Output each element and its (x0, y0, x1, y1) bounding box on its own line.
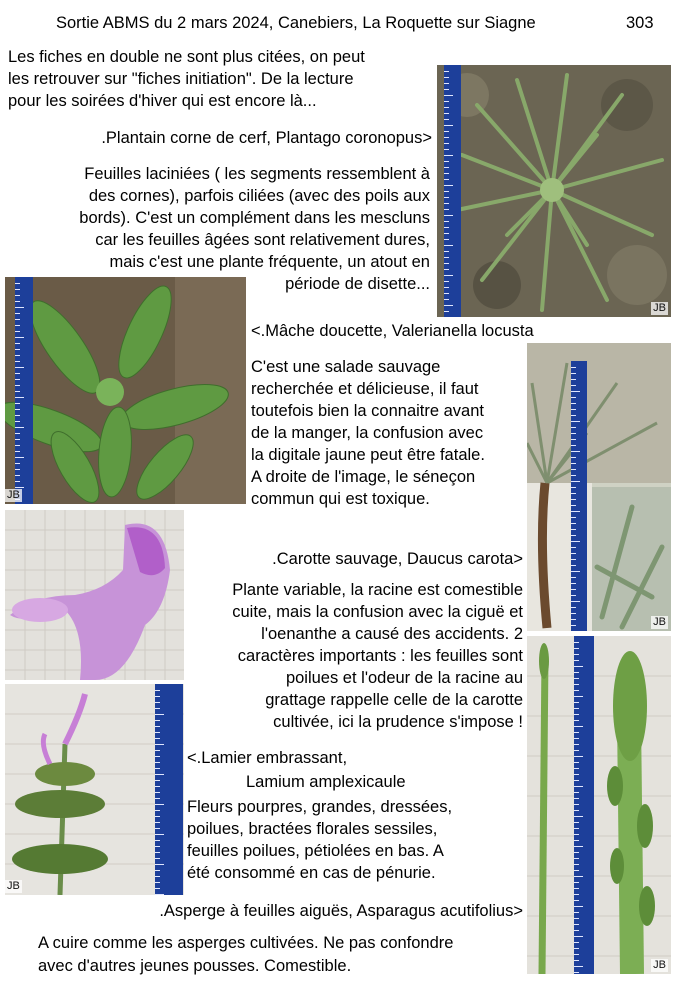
ruler-tick (571, 565, 576, 566)
ruler-tick (574, 648, 579, 649)
plantain-line: période de disette... (285, 275, 430, 293)
ruler-tick (574, 690, 579, 691)
ruler-tick (15, 361, 20, 362)
ruler-tick (571, 601, 580, 602)
ruler-tick (571, 589, 576, 590)
ruler-tick (15, 283, 20, 284)
ruler-tick (571, 367, 576, 368)
asperge-line: avec d'autres jeunes pousses. Comestible. (38, 957, 352, 975)
photo-credit: JB (653, 959, 666, 971)
ruler-tick (571, 517, 576, 518)
ruler-tick (574, 726, 583, 727)
ruler-tick (574, 870, 579, 871)
ruler-tick (574, 948, 579, 949)
ruler-tick (15, 343, 20, 344)
ruler-tick (444, 215, 453, 216)
ruler-tick (155, 732, 160, 733)
ruler-tick (15, 481, 20, 482)
ruler-tick (571, 373, 576, 374)
ruler-tick (15, 415, 20, 416)
ruler-tick (574, 924, 579, 925)
ruler-tick (15, 379, 20, 380)
ruler-tick (444, 137, 449, 138)
mache-heading: <.Mâche doucette, Valerianella locusta (251, 322, 534, 340)
plantain-line: Feuilles laciniées ( les segments ressemblent à (84, 165, 430, 183)
plantain-line: car les feuilles âgées sont relativement dures, (95, 231, 430, 249)
asperge-photo (527, 636, 671, 974)
asperge-line: A cuire comme les asperges cultivées. Ne pas confondre (38, 934, 454, 952)
ruler-tick (571, 481, 580, 482)
ruler-tick (571, 535, 576, 536)
ruler-tick (574, 774, 579, 775)
ruler-tick (155, 768, 160, 769)
ruler-tick (574, 942, 579, 943)
carotte-line: grattage rappelle celle de la carotte (265, 691, 523, 709)
ruler-tick (574, 822, 579, 823)
ruler-tick (574, 852, 579, 853)
ruler-tick (444, 263, 449, 264)
ruler-tick (571, 583, 576, 584)
ruler-tick (155, 738, 160, 739)
ruler-tick (571, 409, 576, 410)
mache-line: recherchée et délicieuse, il faut (251, 380, 479, 398)
ruler-tick (15, 349, 20, 350)
ruler-tick (155, 714, 164, 715)
ruler-tick (444, 95, 453, 96)
ruler-tick (574, 876, 583, 877)
ruler-tick (15, 451, 20, 452)
ruler-tick (571, 463, 576, 464)
ruler-tick (571, 421, 580, 422)
ruler-tick (571, 427, 576, 428)
lamier-line: été consommé en cas de pénurie. (187, 864, 436, 882)
ruler-tick (571, 469, 576, 470)
ruler-tick (155, 720, 160, 721)
intro-line: les retrouver sur "fiches initiation". De la lecture (8, 70, 354, 88)
plantain-photo (437, 65, 671, 317)
ruler-tick (444, 143, 449, 144)
ruler-tick (155, 780, 160, 781)
plantain-heading: .Plantain corne de cerf, Plantago coronopus> (101, 129, 432, 147)
ruler-tick (444, 245, 453, 246)
ruler-tick (15, 397, 24, 398)
ruler-tick (444, 149, 449, 150)
ruler-tick (444, 113, 449, 114)
ruler-tick (444, 299, 449, 300)
photo-credit: JB (653, 616, 666, 628)
ruler-tick (444, 71, 449, 72)
lamier-plant-photo (5, 684, 184, 895)
ruler-tick (571, 613, 576, 614)
ruler-tick (444, 179, 449, 180)
ruler-tick (574, 864, 579, 865)
senecon-photo (592, 487, 671, 631)
ruler-tick (574, 702, 579, 703)
ruler-tick (155, 756, 160, 757)
ruler-tick (155, 882, 160, 883)
ruler-tick (574, 828, 579, 829)
ruler-tick (15, 427, 24, 428)
lamier-heading-2: Lamium amplexicaule (246, 773, 406, 791)
ruler-tick (155, 894, 164, 895)
ruler-tick (574, 954, 579, 955)
mache-photo (5, 277, 246, 504)
ruler-tick (15, 331, 20, 332)
carotte-heading: .Carotte sauvage, Daucus carota> (272, 550, 523, 568)
ruler-tick (155, 888, 160, 889)
ruler-tick (574, 882, 579, 883)
asperge-heading: .Asperge à feuilles aiguës, Asparagus acutifolius> (159, 902, 523, 920)
ruler-tick (155, 864, 164, 865)
ruler-tick (155, 876, 160, 877)
ruler-tick (571, 571, 580, 572)
ruler-tick (155, 690, 160, 691)
plantain-line: bords). C'est un complément dans les mescluns (79, 209, 430, 227)
ruler-tick (574, 642, 579, 643)
ruler-tick (444, 167, 449, 168)
ruler-tick (155, 852, 160, 853)
ruler-tick (574, 684, 579, 685)
ruler-tick (155, 816, 160, 817)
ruler-tick (444, 89, 449, 90)
ruler-tick (155, 804, 164, 805)
ruler-tick (15, 457, 24, 458)
ruler-tick (571, 391, 580, 392)
ruler-tick (444, 293, 449, 294)
mache-line: A droite de l'image, le séneçon (251, 468, 476, 486)
ruler-tick (574, 972, 579, 973)
ruler-tick (574, 960, 579, 961)
ruler-tick (571, 619, 576, 620)
ruler-tick (444, 269, 449, 270)
ruler-tick (444, 257, 449, 258)
ruler-tick (571, 511, 580, 512)
ruler-tick (571, 625, 576, 626)
ruler-tick (155, 858, 160, 859)
page-title: Sortie ABMS du 2 mars 2024, Canebiers, La Roquette sur Siagne (56, 14, 536, 32)
lamier-line: Fleurs pourpres, grandes, dressées, (187, 798, 453, 816)
mache-line: C'est une salade sauvage (251, 358, 441, 376)
ruler-tick (15, 445, 20, 446)
ruler-tick (444, 239, 449, 240)
ruler-tick (15, 355, 20, 356)
carotte-line: caractères importants : les feuilles sont (237, 647, 523, 665)
ruler-tick (444, 221, 449, 222)
ruler-tick (574, 732, 579, 733)
ruler-tick (444, 311, 449, 312)
carotte-line: Plante variable, la racine est comestible (232, 581, 523, 599)
plantain-line: mais c'est une plante fréquente, un atout en (109, 253, 430, 271)
ruler-tick (574, 912, 579, 913)
ruler-tick (571, 547, 576, 548)
lamier-line: poilues, bractées florales sessiles, (187, 820, 438, 838)
ruler-tick (571, 451, 580, 452)
page-number: 303 (626, 14, 654, 32)
ruler-tick (571, 403, 576, 404)
ruler-tick (444, 161, 449, 162)
ruler-tick (155, 750, 160, 751)
ruler-tick (574, 900, 579, 901)
ruler-tick (571, 499, 576, 500)
ruler-tick (155, 726, 160, 727)
carotte-line: cultivée, ici la prudence s'impose ! (273, 713, 523, 731)
ruler-tick (574, 888, 579, 889)
ruler-tick (444, 119, 449, 120)
ruler-tick (15, 475, 20, 476)
ruler-tick (574, 936, 583, 937)
ruler-tick (15, 463, 20, 464)
ruler-tick (155, 786, 160, 787)
ruler-tick (574, 762, 579, 763)
ruler-tick (444, 287, 449, 288)
ruler-tick (444, 107, 449, 108)
carotte-line: l'oenanthe a causé des accidents. 2 (261, 625, 523, 643)
ruler-tick (15, 421, 20, 422)
ruler-tick (444, 251, 449, 252)
ruler-tick (444, 191, 449, 192)
ruler-tick (574, 672, 579, 673)
carotte-line: cuite, mais la confusion avec la ciguë et (232, 603, 523, 621)
mache-line: de la manger, la confusion avec (251, 424, 484, 442)
ruler-tick (574, 708, 579, 709)
ruler-tick (155, 834, 164, 835)
ruler-tick (155, 828, 160, 829)
ruler-tick (574, 918, 579, 919)
ruler-tick (15, 319, 20, 320)
ruler-tick (574, 780, 579, 781)
ruler-tick (15, 313, 20, 314)
ruler-tick (574, 846, 583, 847)
ruler-tick (571, 493, 576, 494)
ruler-tick (155, 798, 160, 799)
ruler-tick (155, 840, 160, 841)
ruler-tick (574, 666, 583, 667)
ruler-tick (571, 439, 576, 440)
ruler-tick (155, 702, 160, 703)
ruler-tick (444, 185, 453, 186)
lamier-flower-photo (5, 510, 184, 680)
ruler-tick (574, 654, 579, 655)
intro-line: Les fiches en double ne sont plus citées, on peut (8, 48, 365, 66)
ruler-tick (574, 810, 579, 811)
mache-line: toutefois bien la connaitre avant (251, 402, 484, 420)
ruler-tick (574, 738, 579, 739)
ruler-tick (574, 966, 583, 967)
ruler-tick (155, 870, 160, 871)
ruler-tick (571, 487, 576, 488)
ruler-tick (155, 822, 160, 823)
ruler-tick (571, 595, 576, 596)
ruler-tick (155, 792, 160, 793)
ruler-tick (155, 708, 160, 709)
ruler (15, 277, 33, 504)
ruler-tick (155, 810, 160, 811)
mache-line: la digitale jaune peut être fatale. (251, 446, 485, 464)
ruler-tick (15, 487, 24, 488)
ruler-tick (574, 756, 583, 757)
ruler-tick (574, 720, 579, 721)
ruler-tick (444, 305, 453, 306)
ruler-tick (571, 529, 576, 530)
ruler-tick (15, 337, 24, 338)
ruler-tick (574, 930, 579, 931)
mache-line: commun qui est toxique. (251, 490, 430, 508)
carotte-line: poilues et l'odeur de la racine au (285, 669, 523, 687)
ruler-tick (15, 391, 20, 392)
ruler-tick (15, 385, 20, 386)
ruler-tick (444, 233, 449, 234)
ruler-tick (155, 744, 164, 745)
lamier-heading-1: <.Lamier embrassant, (187, 749, 348, 767)
ruler-tick (574, 840, 579, 841)
ruler-tick (571, 445, 576, 446)
ruler-tick (15, 307, 24, 308)
ruler-tick (155, 846, 160, 847)
ruler-tick (574, 792, 579, 793)
ruler-tick (571, 475, 576, 476)
photo-credit: JB (653, 302, 666, 314)
ruler-tick (444, 227, 449, 228)
ruler-tick (574, 816, 583, 817)
plantain-line: des cornes), parfois ciliées (avec des poils aux (88, 187, 430, 205)
ruler-tick (444, 275, 453, 276)
ruler-tick (574, 750, 579, 751)
ruler-tick (444, 281, 449, 282)
ruler-tick (571, 433, 576, 434)
ruler-tick (15, 469, 20, 470)
ruler-tick (574, 894, 579, 895)
ruler-tick (571, 379, 576, 380)
ruler-tick (571, 559, 576, 560)
ruler-tick (571, 397, 576, 398)
intro-line: pour les soirées d'hiver qui est encore là... (8, 92, 317, 110)
ruler-tick (444, 125, 453, 126)
ruler-tick (444, 131, 449, 132)
ruler-tick (15, 433, 20, 434)
ruler-tick (15, 301, 20, 302)
ruler (574, 636, 594, 974)
ruler-tick (15, 403, 20, 404)
ruler-tick (574, 714, 579, 715)
ruler-tick (574, 660, 579, 661)
ruler-tick (571, 553, 576, 554)
ruler-tick (444, 155, 453, 156)
ruler-tick (15, 409, 20, 410)
ruler-tick (574, 906, 583, 907)
ruler (155, 684, 183, 895)
photo-credit: JB (7, 489, 20, 501)
ruler-tick (571, 457, 576, 458)
photo-credit: JB (7, 880, 20, 892)
ruler-tick (155, 762, 160, 763)
ruler-tick (574, 744, 579, 745)
ruler-tick (15, 325, 20, 326)
ruler-tick (444, 173, 449, 174)
ruler-tick (444, 209, 449, 210)
ruler-tick (574, 834, 579, 835)
ruler-tick (444, 77, 449, 78)
ruler-tick (574, 678, 579, 679)
ruler-tick (444, 83, 449, 84)
ruler (571, 361, 587, 631)
ruler-tick (15, 289, 20, 290)
ruler-tick (444, 203, 449, 204)
ruler-tick (15, 367, 24, 368)
ruler-tick (444, 101, 449, 102)
ruler-tick (574, 798, 579, 799)
ruler-tick (571, 385, 576, 386)
ruler-tick (444, 197, 449, 198)
ruler-tick (155, 774, 164, 775)
ruler-tick (571, 415, 576, 416)
ruler-tick (571, 505, 576, 506)
ruler-tick (574, 696, 583, 697)
ruler-tick (574, 804, 579, 805)
ruler-tick (574, 768, 579, 769)
ruler-tick (15, 295, 20, 296)
ruler-tick (155, 696, 160, 697)
ruler-tick (15, 373, 20, 374)
ruler-tick (574, 786, 583, 787)
ruler-tick (571, 541, 580, 542)
ruler-tick (571, 523, 576, 524)
ruler (444, 65, 461, 317)
ruler-tick (574, 858, 579, 859)
lamier-line: feuilles poilues, pétiolées en bas. A (187, 842, 444, 860)
ruler-tick (571, 607, 576, 608)
ruler-tick (15, 439, 20, 440)
ruler-tick (571, 577, 576, 578)
